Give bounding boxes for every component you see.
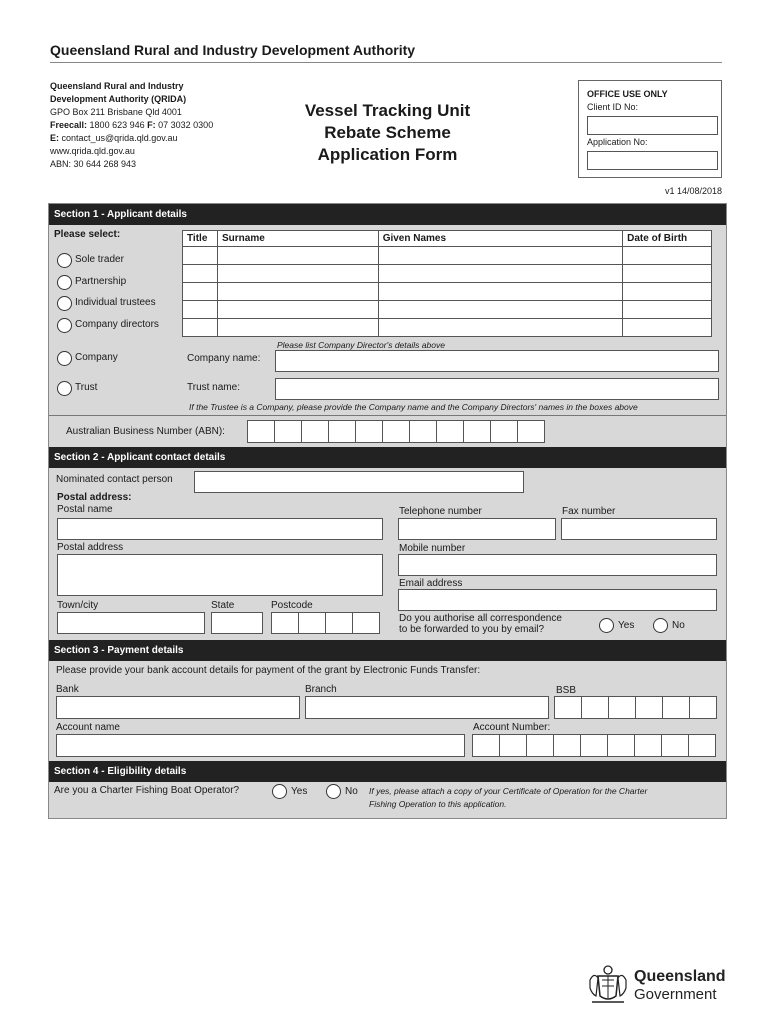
section-1-title: Section 1 - Applicant details — [54, 209, 187, 220]
office-use-box — [578, 80, 722, 178]
postal-address-input[interactable] — [57, 554, 383, 596]
account-digit[interactable] — [581, 735, 608, 756]
queensland-government-logo — [586, 962, 726, 1006]
postal-address-heading: Postal address: — [57, 492, 132, 503]
form-title-line-3: Application Form — [317, 145, 458, 164]
email-line — [50, 132, 213, 145]
coat-of-arms-icon — [586, 962, 630, 1006]
freecall-label: Freecall: — [50, 120, 88, 130]
table-row — [183, 247, 712, 265]
freecall-number: 1800 623 946 — [89, 120, 145, 130]
address-line-3: GPO Box 211 Brisbane Qld 4001 — [50, 107, 182, 117]
sole-trader-label: Sole trader — [75, 254, 124, 265]
authorise-yes-label: Yes — [618, 620, 635, 631]
postcode-input[interactable] — [271, 612, 380, 634]
abn-digit[interactable] — [518, 421, 544, 442]
account-name-label: Account name — [56, 722, 120, 733]
individual-trustees-radio[interactable] — [57, 296, 72, 311]
sole-trader-radio[interactable] — [57, 253, 72, 268]
abn-input[interactable] — [247, 420, 545, 443]
table-cell[interactable] — [378, 283, 622, 301]
bank-input[interactable] — [56, 696, 300, 719]
table-cell[interactable] — [217, 301, 378, 319]
branch-input[interactable] — [305, 696, 549, 719]
table-cell[interactable] — [378, 247, 622, 265]
nominated-contact-input[interactable] — [194, 471, 524, 493]
abn-digit[interactable] — [356, 421, 383, 442]
authorise-no-label: No — [672, 620, 685, 631]
please-select-label: Please select: — [54, 229, 121, 240]
account-digit[interactable] — [500, 735, 527, 756]
table-row — [183, 301, 712, 319]
logo-government: Government — [634, 986, 717, 1003]
charter-yes-radio[interactable] — [272, 784, 287, 799]
logo-queensland: Queensland — [634, 968, 726, 985]
abn-number: ABN: 30 644 268 943 — [50, 159, 137, 169]
authorise-line-1: Do you authorise all correspondence — [399, 613, 562, 624]
abn-digit[interactable] — [329, 421, 356, 442]
table-row — [183, 283, 712, 301]
partnership-radio[interactable] — [57, 275, 72, 290]
authorise-line-2: to be forwarded to you by email? — [399, 624, 545, 635]
postcode-digit[interactable] — [299, 613, 326, 633]
postcode-label: Postcode — [271, 600, 313, 611]
table-row — [183, 319, 712, 337]
company-radio[interactable] — [57, 351, 72, 366]
charter-operator-question: Are you a Charter Fishing Boat Operator? — [54, 785, 240, 796]
col-date-of-birth: Date of Birth — [623, 231, 712, 247]
col-title: Title — [183, 231, 218, 247]
application-no-input[interactable] — [587, 151, 718, 170]
bsb-digit[interactable] — [690, 697, 716, 718]
directors-table — [182, 230, 712, 337]
form-title-line-2: Rebate Scheme — [324, 123, 451, 142]
table-cell[interactable] — [378, 265, 622, 283]
account-digit[interactable] — [527, 735, 554, 756]
town-city-input[interactable] — [57, 612, 205, 634]
trust-name-input[interactable] — [275, 378, 719, 400]
table-cell[interactable] — [217, 247, 378, 265]
trust-name-label: Trust name: — [187, 382, 240, 393]
bsb-digit[interactable] — [663, 697, 690, 718]
abn-digit[interactable] — [275, 421, 302, 442]
section-4-header — [49, 761, 726, 782]
table-row — [183, 265, 712, 283]
charter-note — [369, 785, 647, 811]
account-digit[interactable] — [635, 735, 662, 756]
fax-label: Fax number — [562, 506, 616, 517]
contact-address-block — [50, 80, 213, 171]
trust-radio[interactable] — [57, 381, 72, 396]
client-id-label: Client ID No: — [587, 102, 639, 112]
header-divider — [50, 62, 722, 63]
section-1-header — [49, 204, 726, 225]
section-divider — [49, 415, 726, 416]
table-cell[interactable] — [183, 283, 218, 301]
account-digit[interactable] — [554, 735, 581, 756]
form-title-line-1: Vessel Tracking Unit — [304, 101, 471, 120]
individual-trustees-label: Individual trustees — [75, 297, 156, 308]
bsb-label: BSB — [556, 685, 577, 696]
branch-label: Branch — [305, 684, 337, 695]
trustee-note: If the Trustee is a Company, please provide the Company name and the Company Directors' names in the boxes above — [189, 402, 638, 412]
table-cell[interactable] — [623, 283, 712, 301]
version-label: v1 14/08/2018 — [664, 186, 722, 196]
postal-address-label: Postal address — [57, 542, 124, 553]
office-use-heading: OFFICE USE ONLY — [587, 89, 668, 99]
company-directors-label: Company directors — [75, 319, 159, 330]
account-number-label: Account Number: — [473, 722, 551, 733]
charter-note-line-1: If yes, please attach a copy of your Certificate of Operation for the Charter — [369, 786, 648, 796]
nominated-contact-label: Nominated contact person — [56, 474, 173, 485]
table-cell[interactable] — [378, 301, 622, 319]
director-note: Please list Company Director's details above — [277, 340, 445, 350]
section-3-header — [49, 640, 726, 661]
table-cell[interactable] — [183, 319, 218, 337]
directors-table-header — [183, 231, 712, 247]
email-label: Email address — [399, 578, 463, 589]
telephone-label: Telephone number — [399, 506, 482, 517]
abn-digit[interactable] — [464, 421, 491, 442]
charter-no-label: No — [345, 786, 358, 797]
town-city-label: Town/city — [57, 600, 99, 611]
account-digit[interactable] — [662, 735, 689, 756]
postal-name-input[interactable] — [57, 518, 383, 540]
abn-digit[interactable] — [437, 421, 464, 442]
website: www.qrida.qld.gov.au — [50, 146, 135, 156]
postcode-digit[interactable] — [272, 613, 299, 633]
freecall-line — [50, 119, 213, 132]
company-name-label: Company name: — [187, 353, 261, 364]
col-surname: Surname — [217, 231, 378, 247]
fax-input[interactable] — [561, 518, 717, 540]
table-cell[interactable] — [378, 319, 622, 337]
table-cell[interactable] — [183, 265, 218, 283]
account-name-input[interactable] — [56, 734, 465, 757]
account-digit[interactable] — [473, 735, 500, 756]
state-input[interactable] — [211, 612, 263, 634]
email-label: E: — [50, 133, 59, 143]
trust-label: Trust — [75, 382, 98, 393]
email-input[interactable] — [398, 589, 717, 611]
bsb-digit[interactable] — [555, 697, 582, 718]
account-digit[interactable] — [608, 735, 635, 756]
abn-digit[interactable] — [248, 421, 275, 442]
application-form — [48, 203, 727, 819]
table-cell[interactable] — [217, 283, 378, 301]
fax-label: F: — [147, 120, 156, 130]
table-cell[interactable] — [623, 247, 712, 265]
charter-note-line-2: Fishing Operation to this application. — [369, 799, 507, 809]
authorise-yes-radio[interactable] — [599, 618, 614, 633]
bsb-digit[interactable] — [636, 697, 663, 718]
table-cell[interactable] — [623, 319, 712, 337]
table-cell[interactable] — [183, 247, 218, 265]
abn-digit[interactable] — [410, 421, 437, 442]
fax-number: 07 3032 0300 — [158, 120, 214, 130]
bsb-digit[interactable] — [582, 697, 609, 718]
company-name-input[interactable] — [275, 350, 719, 372]
form-title — [290, 100, 485, 166]
account-number-input[interactable] — [472, 734, 716, 757]
bank-label: Bank — [56, 684, 79, 695]
application-no-label: Application No: — [587, 137, 648, 147]
payment-instruction: Please provide your bank account details for payment of the grant by Electronic Funds Transfer: — [56, 665, 481, 676]
section-2-header — [49, 447, 726, 468]
company-label: Company — [75, 352, 118, 363]
col-given-names: Given Names — [378, 231, 622, 247]
charter-yes-label: Yes — [291, 786, 308, 797]
mobile-label: Mobile number — [399, 543, 466, 554]
abn-digit[interactable] — [302, 421, 329, 442]
partnership-label: Partnership — [75, 276, 127, 287]
section-2-title: Section 2 - Applicant contact details — [54, 452, 226, 463]
state-label: State — [211, 600, 235, 611]
mobile-input[interactable] — [398, 554, 717, 576]
table-cell[interactable] — [217, 319, 378, 337]
address-line-1: Queensland Rural and Industry — [50, 81, 184, 91]
postcode-digit[interactable] — [326, 613, 353, 633]
account-digit[interactable] — [689, 735, 715, 756]
address-line-2: Development Authority (QRIDA) — [50, 94, 187, 104]
company-directors-radio[interactable] — [57, 318, 72, 333]
charter-no-radio[interactable] — [326, 784, 341, 799]
client-id-input[interactable] — [587, 116, 718, 135]
email-address: contact_us@qrida.qld.gov.au — [61, 133, 178, 143]
bsb-digit[interactable] — [609, 697, 636, 718]
abn-digit[interactable] — [491, 421, 518, 442]
abn-digit[interactable] — [383, 421, 410, 442]
table-cell[interactable] — [183, 301, 218, 319]
postal-name-label: Postal name — [57, 504, 113, 515]
authorise-question — [399, 613, 562, 635]
table-cell[interactable] — [623, 265, 712, 283]
table-cell[interactable] — [217, 265, 378, 283]
postcode-digit[interactable] — [353, 613, 379, 633]
bsb-input[interactable] — [554, 696, 717, 719]
authorise-no-radio[interactable] — [653, 618, 668, 633]
organisation-title: Queensland Rural and Industry Development Authority — [50, 42, 416, 58]
abn-label: Australian Business Number (ABN): — [66, 426, 225, 437]
section-4-title: Section 4 - Eligibility details — [54, 766, 187, 777]
table-cell[interactable] — [623, 301, 712, 319]
section-3-title: Section 3 - Payment details — [54, 645, 184, 656]
telephone-input[interactable] — [398, 518, 556, 540]
